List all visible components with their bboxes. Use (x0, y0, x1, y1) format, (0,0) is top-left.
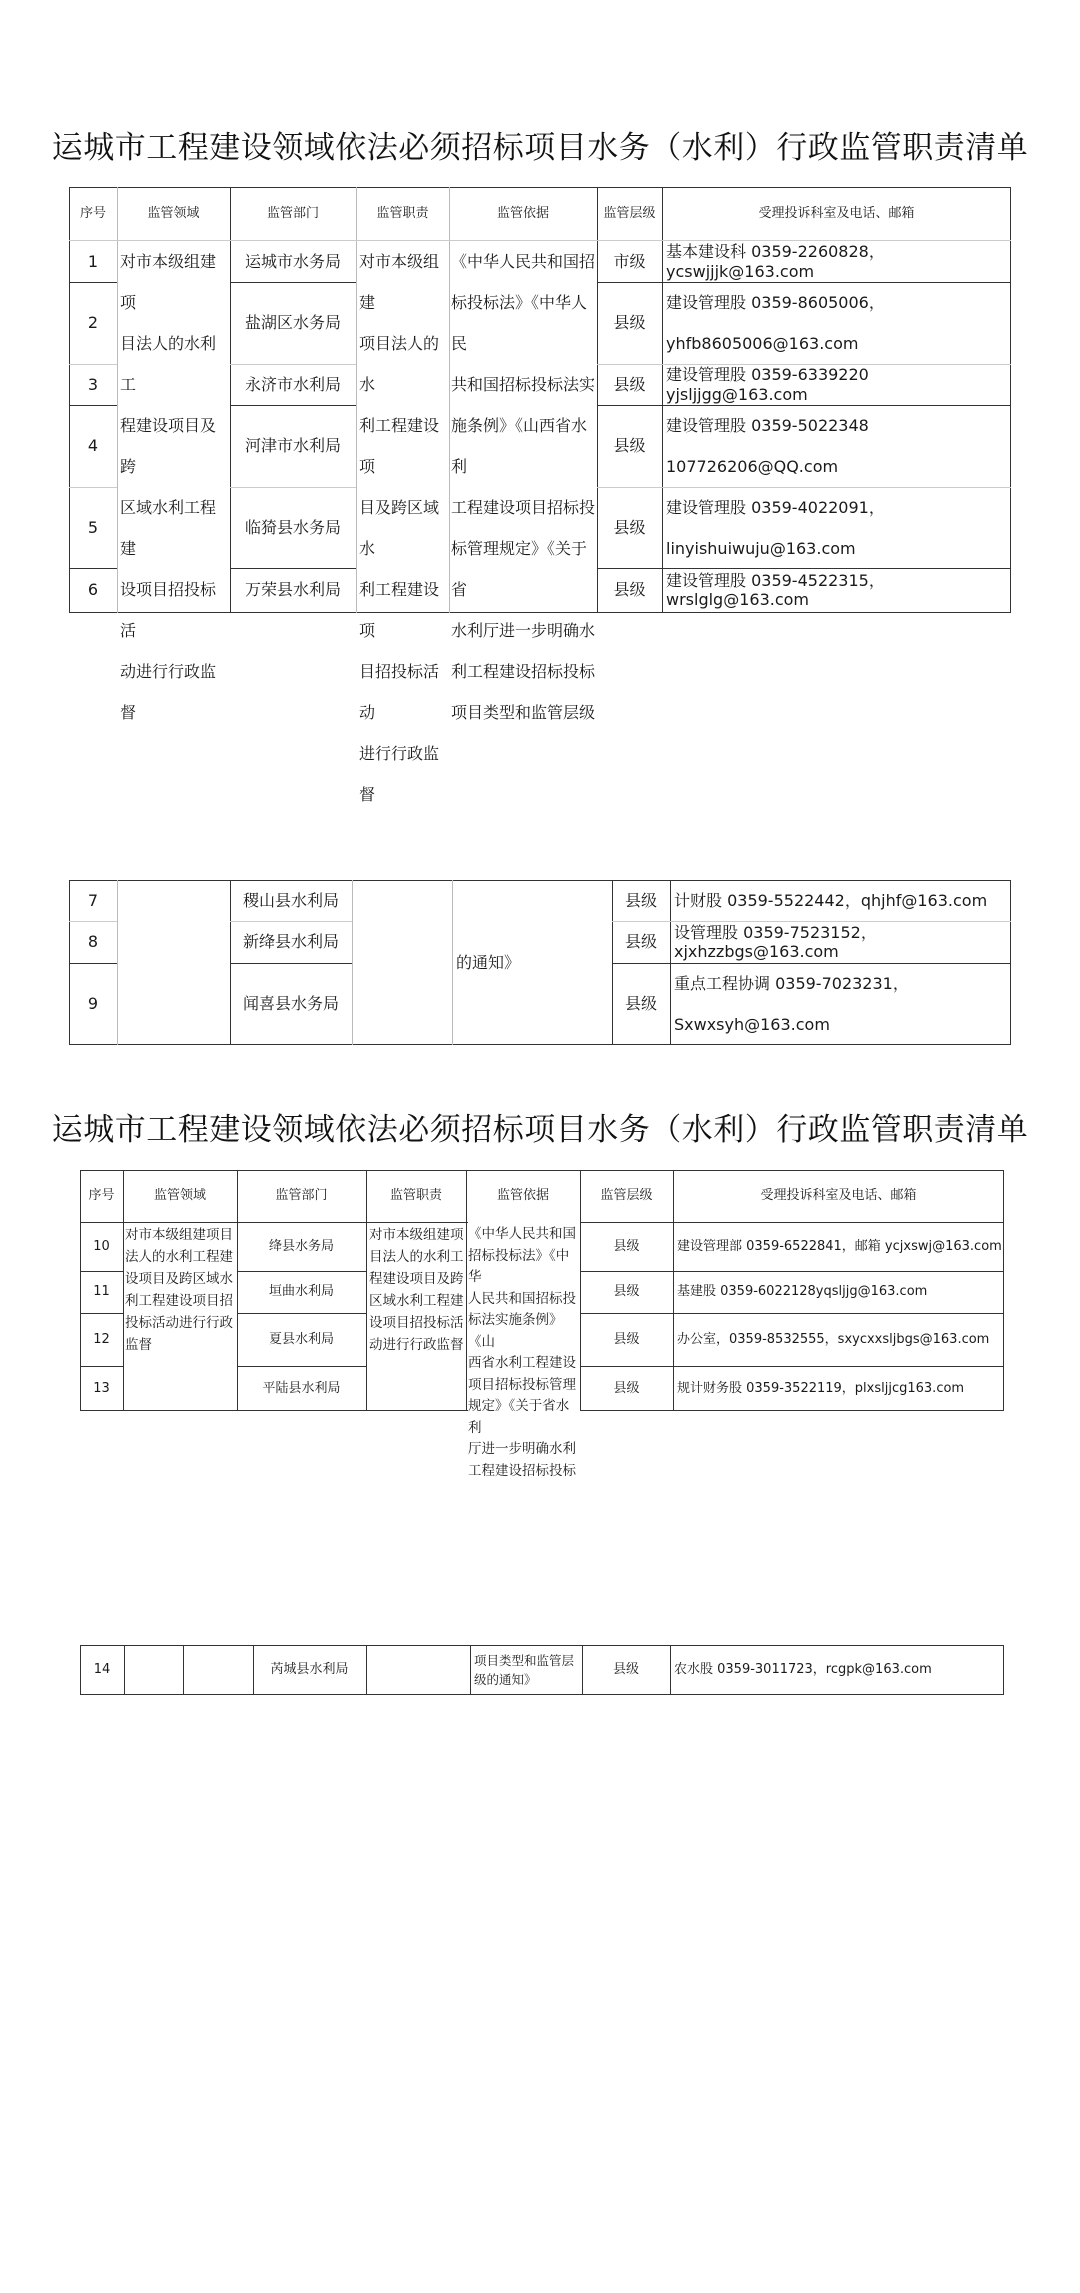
row-number: 2 (87, 313, 99, 333)
header-cell-field: 监管领域 (147, 205, 200, 221)
col-divider (117, 880, 118, 1045)
header-cell-contact: 受理投诉科室及电话、邮箱 (760, 1188, 917, 1204)
contact: 建设管理部 0359-6522841，邮箱 ycjxswj@163.com (677, 1238, 1002, 1254)
header-cell-duty: 监管职责 (376, 205, 429, 221)
level: 县级 (624, 932, 657, 952)
row-number: 3 (87, 374, 99, 394)
col-divider (356, 187, 357, 613)
page-title: 运城市工程建设领域依法必须招标项目水务（水利）行政监管职责清单 (51, 1112, 1029, 1148)
row-number: 10 (93, 1238, 110, 1254)
supervision-basis-continued: 项目类型和监管层 级的通知》 (474, 1653, 575, 1687)
supervision-duty: 对市本级组建项 目法人的水利工 程建设项目及跨 区域水利工程建 设项目招投标活 动进行行政监督 (369, 1224, 466, 1356)
contact: 建设管理股 0359-4522315，wrslglg@163.com (666, 570, 885, 609)
header-cell-level: 监管层级 (603, 205, 656, 221)
level: 县级 (613, 1380, 640, 1396)
header-cell-no: 序号 (88, 1188, 115, 1204)
level: 县级 (613, 1238, 640, 1254)
col-divider (452, 880, 453, 1045)
department: 永济市水利局 (244, 374, 341, 394)
level: 县级 (613, 313, 646, 333)
level: 县级 (613, 1284, 640, 1300)
supervision-basis-continued: 的通知》 (456, 952, 521, 972)
level: 县级 (613, 580, 646, 600)
col-divider (117, 187, 118, 613)
department: 稷山县水利局 (242, 890, 339, 910)
level: 县级 (612, 1662, 639, 1678)
level: 县级 (613, 517, 646, 537)
department: 盐湖区水务局 (244, 313, 341, 333)
row-number: 11 (93, 1284, 110, 1300)
row-number: 5 (87, 517, 99, 537)
row-number: 8 (87, 932, 99, 952)
level: 县级 (613, 1331, 640, 1347)
col-divider (366, 1645, 367, 1695)
header-cell-duty: 监管职责 (389, 1188, 442, 1204)
row-number: 12 (93, 1331, 110, 1347)
header-cell-basis: 监管依据 (496, 205, 549, 221)
row-number: 1 (87, 251, 99, 271)
contact: 基本建设科 0359-2260828，ycswjjjk@163.com (666, 242, 885, 281)
supervision-basis: 《中华人民共和国 招标投标法》《中华 人民共和国招标投 标法实施条例》《山 西省水利工程建设 项目招标投标管理 规定》《关于省水利 厅进一步明确水利 工程建设招标投标 (468, 1212, 580, 1482)
row-number: 6 (87, 580, 99, 600)
contact: 重点工程协调 0359-7023231， Sxwxsyh@163.com (674, 974, 909, 1034)
contact: 规计财务股 0359-3522119，plxsljjcg163.com (677, 1380, 965, 1396)
contact: 基建股 0359-6022128yqsljjg@163.com (677, 1284, 928, 1300)
department: 闻喜县水务局 (242, 994, 339, 1014)
supervision-basis: 《中华人民共和国招 标投标法》《中华人民 共和国招标投标法实 施条例》《山西省水利 工程建设项目招标投 标管理规定》《关于省 水利厅进一步明确水 利工程建设招标投标 项目类型和监管层级 (451, 252, 596, 722)
contact: 农水股 0359-3011723，rcgpk@163.com (674, 1662, 932, 1678)
col-divider (352, 880, 353, 1045)
department: 河津市水利局 (244, 436, 341, 456)
header-cell-contact: 受理投诉科室及电话、邮箱 (758, 205, 915, 221)
col-divider (662, 187, 663, 613)
supervision-field: 对市本级组建项 目法人的水利工 程建设项目及跨 区域水利工程建 设项目招投标活 动进行行政监督 (120, 252, 217, 722)
department: 夏县水利局 (268, 1331, 334, 1347)
header-cell-basis: 监管依据 (496, 1188, 549, 1204)
department: 万荣县水利局 (244, 580, 341, 600)
level: 县级 (613, 436, 646, 456)
department: 平陆县水利局 (262, 1380, 341, 1396)
contact: 建设管理股 0359-6339220 yjsljjgg@163.com (666, 365, 869, 404)
row-number: 9 (87, 994, 99, 1014)
department: 绛县水务局 (268, 1238, 334, 1254)
department: 运城市水务局 (244, 251, 341, 271)
row-number: 14 (93, 1662, 111, 1678)
col-divider (124, 1645, 125, 1695)
contact: 建设管理股 0359-4022091， linyishuiwuju@163.com (666, 497, 885, 558)
level: 县级 (624, 994, 657, 1014)
contact: 设管理股 0359-7523152，xjxhzzbgs@163.com (674, 922, 877, 961)
row-number: 4 (87, 436, 99, 456)
level: 县级 (613, 374, 646, 394)
col-divider (670, 1645, 671, 1695)
contact: 建设管理股 0359-8605006， yhfb8605006@163.com (666, 293, 885, 353)
department: 芮城县水利局 (270, 1662, 349, 1678)
department: 新绛县水利局 (242, 932, 339, 952)
level: 县级 (624, 890, 657, 910)
contact: 办公室，0359-8532555，sxycxxsljbgs@163.com (677, 1331, 990, 1347)
row-number: 13 (93, 1380, 110, 1396)
col-divider (183, 1645, 184, 1695)
contact: 建设管理股 0359-5022348 107726206@QQ.com (666, 416, 869, 476)
header-cell-no: 序号 (79, 205, 106, 221)
col-divider (470, 1645, 471, 1695)
header-cell-dept: 监管部门 (266, 205, 319, 221)
department: 垣曲水利局 (268, 1284, 334, 1300)
contact: 计财股 0359-5522442，qhjhf@163.com (674, 890, 988, 910)
header-cell-level: 监管层级 (600, 1188, 653, 1204)
row-number: 7 (87, 890, 99, 910)
header-cell-field: 监管领域 (153, 1188, 206, 1204)
level: 市级 (613, 251, 646, 271)
supervision-duty: 对市本级组建 项目法人的水 利工程建设项 目及跨区域水 利工程建设项 目招投标活动 进行行政监督 (359, 252, 440, 804)
supervision-field: 对市本级组建项目 法人的水利工程建 设项目及跨区域水 利工程建设项目招 投标活动进行行政 监督 (125, 1224, 237, 1356)
department: 临猗县水务局 (244, 517, 341, 537)
header-cell-dept: 监管部门 (275, 1188, 328, 1204)
page-title: 运城市工程建设领域依法必须招标项目水务（水利）行政监管职责清单 (51, 130, 1029, 166)
